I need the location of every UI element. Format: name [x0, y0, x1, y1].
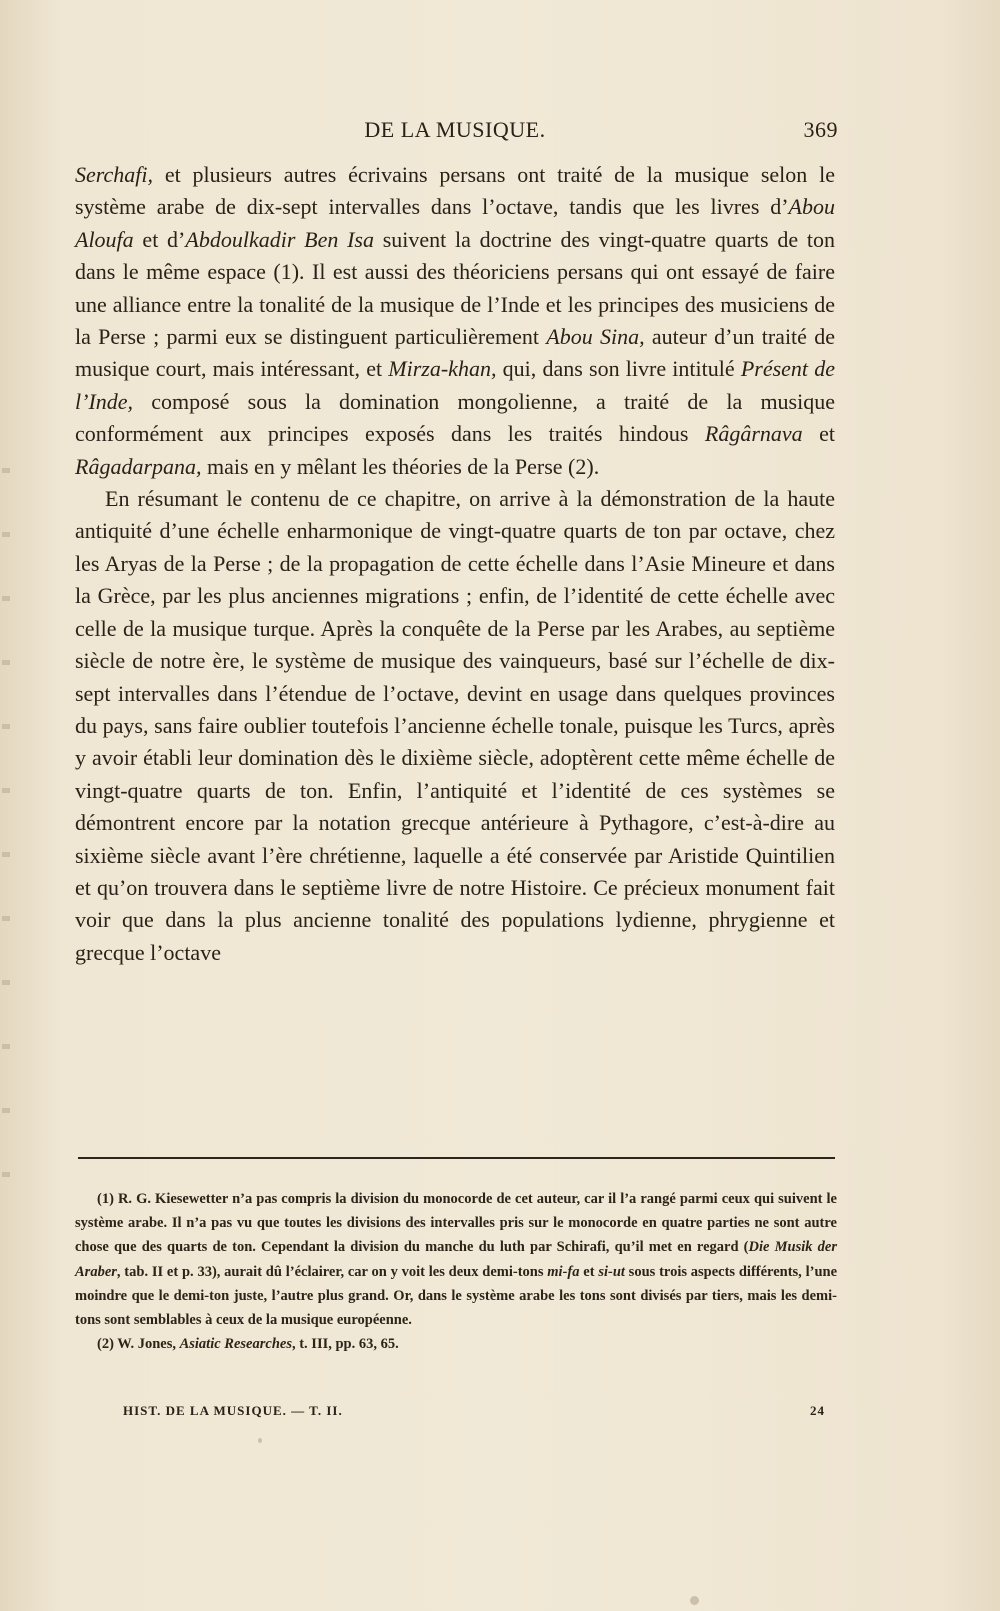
text-run: suivent la doctrine des vingt-quatre quarts de ton dans le même espace (1). Il est aussi des théoriciens persans qui ont essayé de faire une alliance entre la tonalité de la musique de l’Inde et les principes des musiciens de la Perse ; parmi eux se distinguent particulièrement: [75, 226, 835, 350]
italic-text: Présent de l’Inde,: [75, 356, 836, 414]
text-run: et: [802, 421, 835, 447]
text-run: sous trois aspects différents, l’une moindre que le demi-ton juste, l’autre plus grand. Or, dans le système arabe les tons sont divisés par tiers, mais les demi-tons sont semblables à ceux de la musique européenne.: [75, 1263, 838, 1329]
text-run: et d’: [133, 226, 186, 252]
running-title: DE LA MUSIQUE.: [364, 117, 546, 142]
signature-number: 24: [810, 1403, 825, 1418]
italic-text: Abou Aloufa: [75, 194, 835, 252]
paragraph-2: En résumant le contenu de ce chapitre, on arrive à la démonstration de la haute antiquité d’une échelle enharmonique de vingt-quatre quarts de ton par octave, chez les Aryas de la Perse ; de la propagation de cette échelle dans l’Asie Mineure et dans la Grèce, par les plus anciennes migrations ; enfin, de l’identité de cette échelle avec celle de la musique turque. Après la conquête de la Perse par les Arabes, au septième siècle de notre ère, le système de musique des vainqueurs, basé sur l’échelle de dix-sept intervalles dans l’étendue de l’octave, devint en usage dans quelques provinces du pays, sans faire oublier toutefois l’ancienne échelle tonale, puisque les Turcs, après y avoir établi leur domination dès le dixième siècle, adoptèrent cette même échelle de vingt-quatre quarts de ton. Enfin, l’antiquité et l’identité de ces systèmes se démontrent encore par la notation grecque antérieure à Pythagore, c’est-à-dire au sixième siècle avant l’ère chrétienne, laquelle a été conservée par Aristide Quintilien et qu’on trouvera dans le septième livre de notre Histoire. Ce précieux monument fait voir que dans la plus ancienne tonalité des populations lydienne, phrygienne et grecque l’octave: [75, 486, 835, 965]
italic-text: Die Musik der Araber: [75, 1239, 837, 1280]
paper-speck: [258, 1438, 262, 1443]
italic-text: Asiatic Researches: [179, 1336, 292, 1353]
italic-text: mi-fa: [547, 1263, 580, 1280]
italic-text: Râgadarpana,: [75, 453, 202, 479]
paragraph-1: [75, 159, 835, 483]
italic-text: Râgârnava: [704, 421, 803, 447]
text-run: et plusieurs autres écrivains persans ont traité de la musique selon le système arabe de dix-sept intervalles dans l’octave, tandis que les livres d’: [75, 162, 835, 220]
footnotes: [75, 1187, 837, 1356]
margin-show-through: [2, 440, 10, 1220]
text-run: qui, dans son livre intitulé: [496, 356, 741, 382]
running-header: [75, 117, 838, 145]
text-run: composé sous la domination mongolienne, a traité de la musique conformément aux principes exposés dans les traités hindous: [75, 388, 835, 447]
italic-text: si-ut: [598, 1263, 625, 1280]
printer-signature: [75, 1403, 835, 1425]
footnote-1: [75, 1187, 837, 1332]
paper-speck: [690, 1596, 699, 1605]
main-text: [75, 159, 835, 969]
footnote-rule: [78, 1157, 835, 1159]
text-run: auteur d’un traité de musique court, mais intéressant, et: [75, 324, 835, 382]
text-run: et: [579, 1263, 599, 1280]
italic-text: Abdoulkadir Ben Isa: [185, 226, 374, 252]
italic-text: Mirza-khan,: [388, 356, 497, 382]
page-number: 369: [803, 117, 838, 142]
text-run: , t. III, pp. 63, 65.: [291, 1336, 399, 1353]
italic-text: Abou Sina,: [546, 324, 645, 350]
italic-text: Serchafi,: [75, 162, 153, 187]
text-run: (2) W. Jones,: [97, 1336, 180, 1353]
signature-title: HIST. DE LA MUSIQUE. — T. II.: [123, 1403, 343, 1418]
footnote-2: [75, 1332, 837, 1356]
text-run: mais en y mêlant les théories de la Perse (2).: [201, 453, 600, 479]
text-run: (1) R. G. Kiesewetter n’a pas compris la division du monocorde de cet auteur, car il l’a rangé parmi ceux qui suivent le système arabe. Il n’a pas vu que toutes les divisions des intervalles pris sur le monocorde en quatre parties ne sont autre chose que des quarts de ton. Cependant la division du manche du luth par Schirafi, qu’il met en regard (: [75, 1191, 837, 1256]
text-run: , tab. II et p. 33), aurait dû l’éclairer, car on y voit les deux demi-tons: [116, 1263, 548, 1280]
